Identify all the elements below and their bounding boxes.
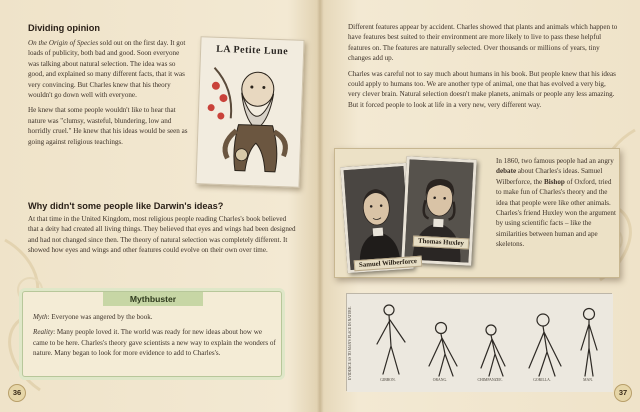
bishop-glossary-word[interactable]: Bishop [543,177,565,186]
right-paragraph-2: Charles was careful not to say much about humans in his book. But people knew that his ideas could apply to humans too. We are another type of animal, one that has evolved a very big, very clever brain. Natural selection doesn't make planets, animals or people any less amazing. But it forced people to look at life in a very new, very different way. [348,69,616,109]
debate-text [496,156,618,255]
debate-paragraph [496,156,618,250]
myth-label: Myth [33,313,48,321]
skeleton-label-gorilla: GORILLA. [533,378,551,382]
right-page-text [348,22,618,115]
skeleton-label-orang: ORANG. [432,378,448,382]
skeleton-label-gibbon: GIBBON. [380,378,396,382]
darwin-caricature-image [195,36,304,188]
huxley-label: Thomas Huxley [413,236,469,250]
why-dislike-text [28,214,298,261]
debate-text-c: of Oxford, tried to make fun of Charles's theory and the idea that people were like other animals. Charles's friend Huxley won the argument by using scientific facts – like the similarities between human and ape skeletons. [496,177,616,249]
right-paragraph-1: Different features appear by accident. Charles showed that plants and animals which happen to have features best suited to their environment are more likely to live to pass these helpful features on. The features are naturally selected. Over thousands or millions of years, tiny changes add up. [348,23,618,63]
reality-text: : Many people loved it. The world was ready for new ideas about how we came to be here. Charles's theory gave scientists a new way to explain the wonders of nature. Many began to look for more evidence to add to Charles's. [33,328,276,358]
dividing-paragraph-2: He knew that some people wouldn't like to hear that nature was "clumsy, wasteful, blundering, low and horridly cruel." He knew that his ideas would be seen as going against religious teachings. [28,106,188,146]
page-number-right: 37 [614,384,632,402]
dividing-paragraph-1-text: sold out on the first day. It got loads of publicity, both bad and good. Soon everyone was talking about natural selection. The idea was so good, and explained so many different facts, that it was very convincing. But Charles knew that his theory wouldn't go down well with everyone. [28,39,186,100]
debate-glossary-word[interactable]: debate [496,167,517,176]
dividing-paragraph-1 [28,38,190,100]
skeleton-label-chimpanzee: CHIMPANZEE. [477,378,503,382]
debate-text-a: In 1860, two famous people had an angry [496,157,614,165]
reality-line [33,327,277,358]
heading-dividing-opinion: Dividing opinion [28,23,100,33]
mythbuster-box [22,291,282,377]
skeleton-label-man: MAN. [583,378,593,382]
page-number-left: 36 [8,384,26,402]
debate-text-b: about Charles's ideas. Samuel Wilberforce, the [496,167,603,186]
myth-line [33,312,277,322]
caricature-illustration [201,57,301,184]
heading-why-dislike: Why didn't some people like Darwin's ideas? [28,201,224,211]
reality-label: Reality [33,328,54,337]
mythbuster-title: Mythbuster [103,292,203,306]
dividing-opinion-text [28,38,190,152]
wilberforce-illustration [344,166,411,270]
why-paragraph-1: At that time in the United Kingdom, most religious people reading Charles's book believed that a deity had created all living things. They believed that eyes and wings had been designed and had not changed since then. The theory of natural selection was completely different. It showed how eyes and wings and other features could evolve on their own over time. [28,215,296,255]
skeleton-side-caption: EVIDENCE AS TO MAN'S PLACE IN NATURE. [348,306,352,380]
myth-text: : Everyone was angered by the book. [47,313,153,321]
book-title: On the Origin of Species [28,39,99,47]
skeleton-comparison-image [346,293,612,391]
wilberforce-label: Samuel Wilberforce [354,256,423,272]
cartoon-masthead: LA Petite Lune [215,43,289,58]
mythbuster-body [33,312,277,364]
